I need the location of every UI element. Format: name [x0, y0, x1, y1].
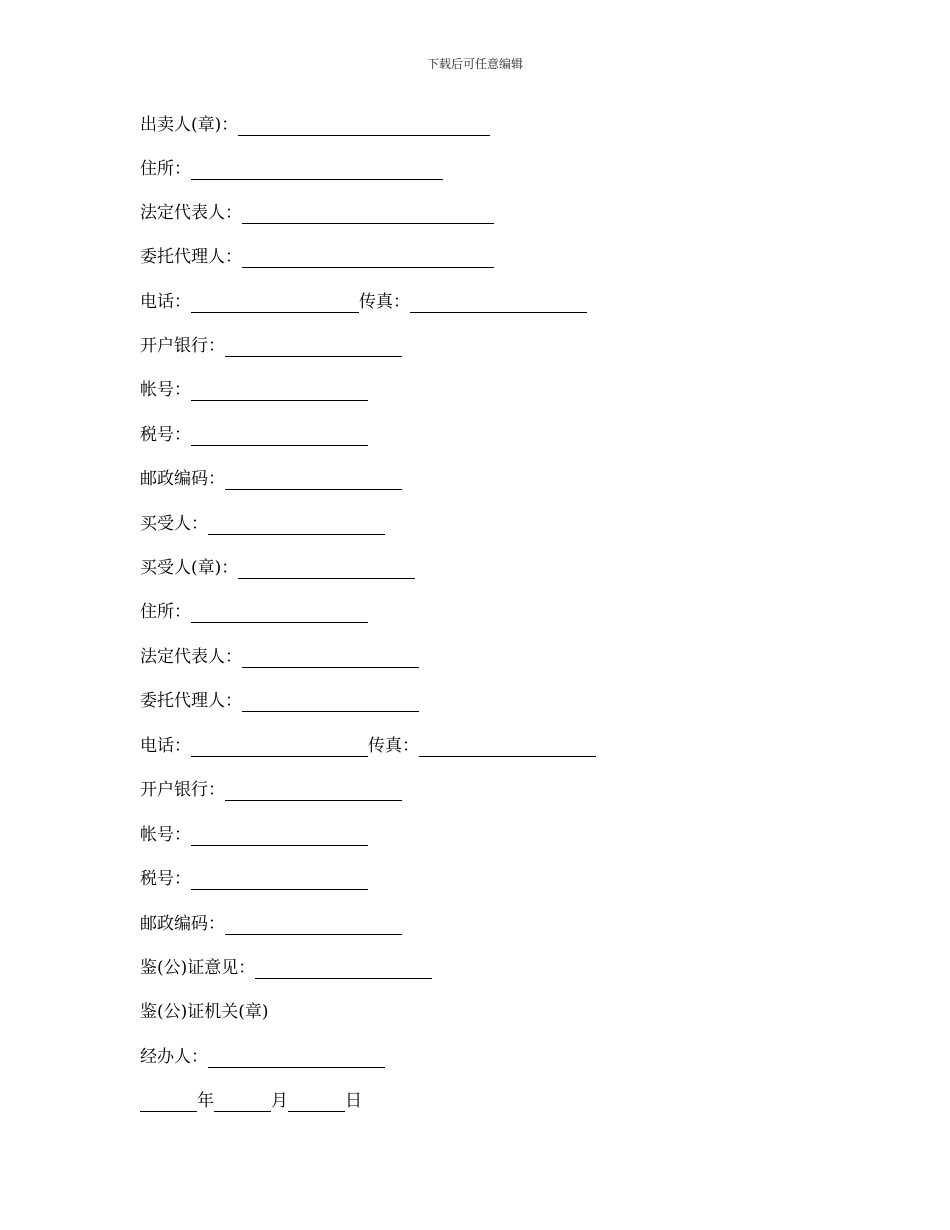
- buyer-seal-label: 买受人(章)：: [140, 558, 239, 578]
- seller-legal-rep-label: 法定代表人：: [140, 203, 242, 223]
- notary-opinion-row: [140, 957, 432, 979]
- year-blank[interactable]: [140, 1093, 197, 1112]
- seller-address-row: [140, 158, 443, 180]
- buyer-agent-blank[interactable]: [242, 693, 419, 712]
- seller-legal-rep-row: [140, 202, 494, 224]
- notary-opinion-label: 鉴(公)证意见：: [140, 958, 256, 978]
- buyer-bank-blank[interactable]: [225, 782, 402, 801]
- seller-agent-blank[interactable]: [242, 249, 494, 268]
- seller-address-label: 住所：: [140, 159, 191, 179]
- seller-tax-blank[interactable]: [191, 427, 368, 446]
- seller-address-blank[interactable]: [191, 161, 443, 180]
- buyer-tax-row: [140, 868, 368, 890]
- buyer-postal-label: 邮政编码：: [140, 914, 225, 934]
- day-label: 日: [345, 1091, 362, 1111]
- seller-tax-row: [140, 424, 368, 446]
- notary-authority-label: 鉴(公)证机关(章): [140, 1002, 269, 1022]
- buyer-legal-rep-blank[interactable]: [242, 649, 419, 668]
- seller-postal-blank[interactable]: [225, 471, 402, 490]
- buyer-phone-fax-row: [140, 735, 596, 757]
- buyer-account-blank[interactable]: [191, 827, 368, 846]
- date-row: [140, 1090, 362, 1112]
- buyer-agent-row: [140, 690, 419, 712]
- seller-phone-fax-row: [140, 291, 587, 313]
- buyer-name-label: 买受人：: [140, 514, 208, 534]
- buyer-legal-rep-row: [140, 646, 419, 668]
- seller-tax-label: 税号：: [140, 425, 191, 445]
- seller-fax-blank[interactable]: [410, 294, 587, 313]
- seller-seal-row: [140, 114, 490, 136]
- buyer-fax-blank[interactable]: [419, 738, 596, 757]
- notary-authority-row: [140, 1001, 269, 1023]
- buyer-fax-label: 传真：: [368, 736, 419, 756]
- buyer-address-blank[interactable]: [191, 604, 368, 623]
- buyer-bank-label: 开户银行：: [140, 780, 225, 800]
- seller-seal-label: 出卖人(章)：: [140, 115, 239, 135]
- page-header: 下载后可任意编辑: [426, 57, 523, 71]
- buyer-bank-row: [140, 779, 402, 801]
- buyer-account-label: 帐号：: [140, 825, 191, 845]
- seller-agent-row: [140, 246, 494, 268]
- buyer-postal-row: [140, 913, 402, 935]
- buyer-phone-blank[interactable]: [191, 738, 368, 757]
- buyer-legal-rep-label: 法定代表人：: [140, 647, 242, 667]
- buyer-seal-blank[interactable]: [238, 560, 415, 579]
- seller-phone-label: 电话：: [140, 292, 191, 312]
- seller-agent-label: 委托代理人：: [140, 247, 242, 267]
- seller-postal-label: 邮政编码：: [140, 469, 225, 489]
- seller-phone-blank[interactable]: [191, 294, 359, 313]
- seller-account-label: 帐号：: [140, 380, 191, 400]
- seller-account-blank[interactable]: [191, 382, 368, 401]
- month-label: 月: [271, 1091, 288, 1111]
- notary-handler-label: 经办人：: [140, 1047, 208, 1067]
- buyer-name-blank[interactable]: [208, 516, 385, 535]
- notary-opinion-blank[interactable]: [255, 960, 432, 979]
- seller-bank-row: [140, 335, 402, 357]
- month-blank[interactable]: [214, 1093, 271, 1112]
- seller-fax-label: 传真：: [359, 292, 410, 312]
- seller-legal-rep-blank[interactable]: [242, 205, 494, 224]
- buyer-phone-label: 电话：: [140, 736, 191, 756]
- buyer-address-label: 住所：: [140, 602, 191, 622]
- seller-bank-label: 开户银行：: [140, 336, 225, 356]
- seller-postal-row: [140, 468, 402, 490]
- notary-handler-blank[interactable]: [208, 1049, 385, 1068]
- seller-bank-blank[interactable]: [225, 338, 402, 357]
- notary-handler-row: [140, 1046, 385, 1068]
- buyer-agent-label: 委托代理人：: [140, 691, 242, 711]
- buyer-address-row: [140, 601, 368, 623]
- seller-seal-blank[interactable]: [238, 117, 490, 136]
- seller-account-row: [140, 379, 368, 401]
- buyer-name-row: [140, 513, 385, 535]
- year-label: 年: [197, 1091, 214, 1111]
- buyer-account-row: [140, 824, 368, 846]
- buyer-postal-blank[interactable]: [225, 916, 402, 935]
- buyer-tax-label: 税号：: [140, 869, 191, 889]
- day-blank[interactable]: [288, 1093, 345, 1112]
- buyer-tax-blank[interactable]: [191, 871, 368, 890]
- buyer-seal-row: [140, 557, 415, 579]
